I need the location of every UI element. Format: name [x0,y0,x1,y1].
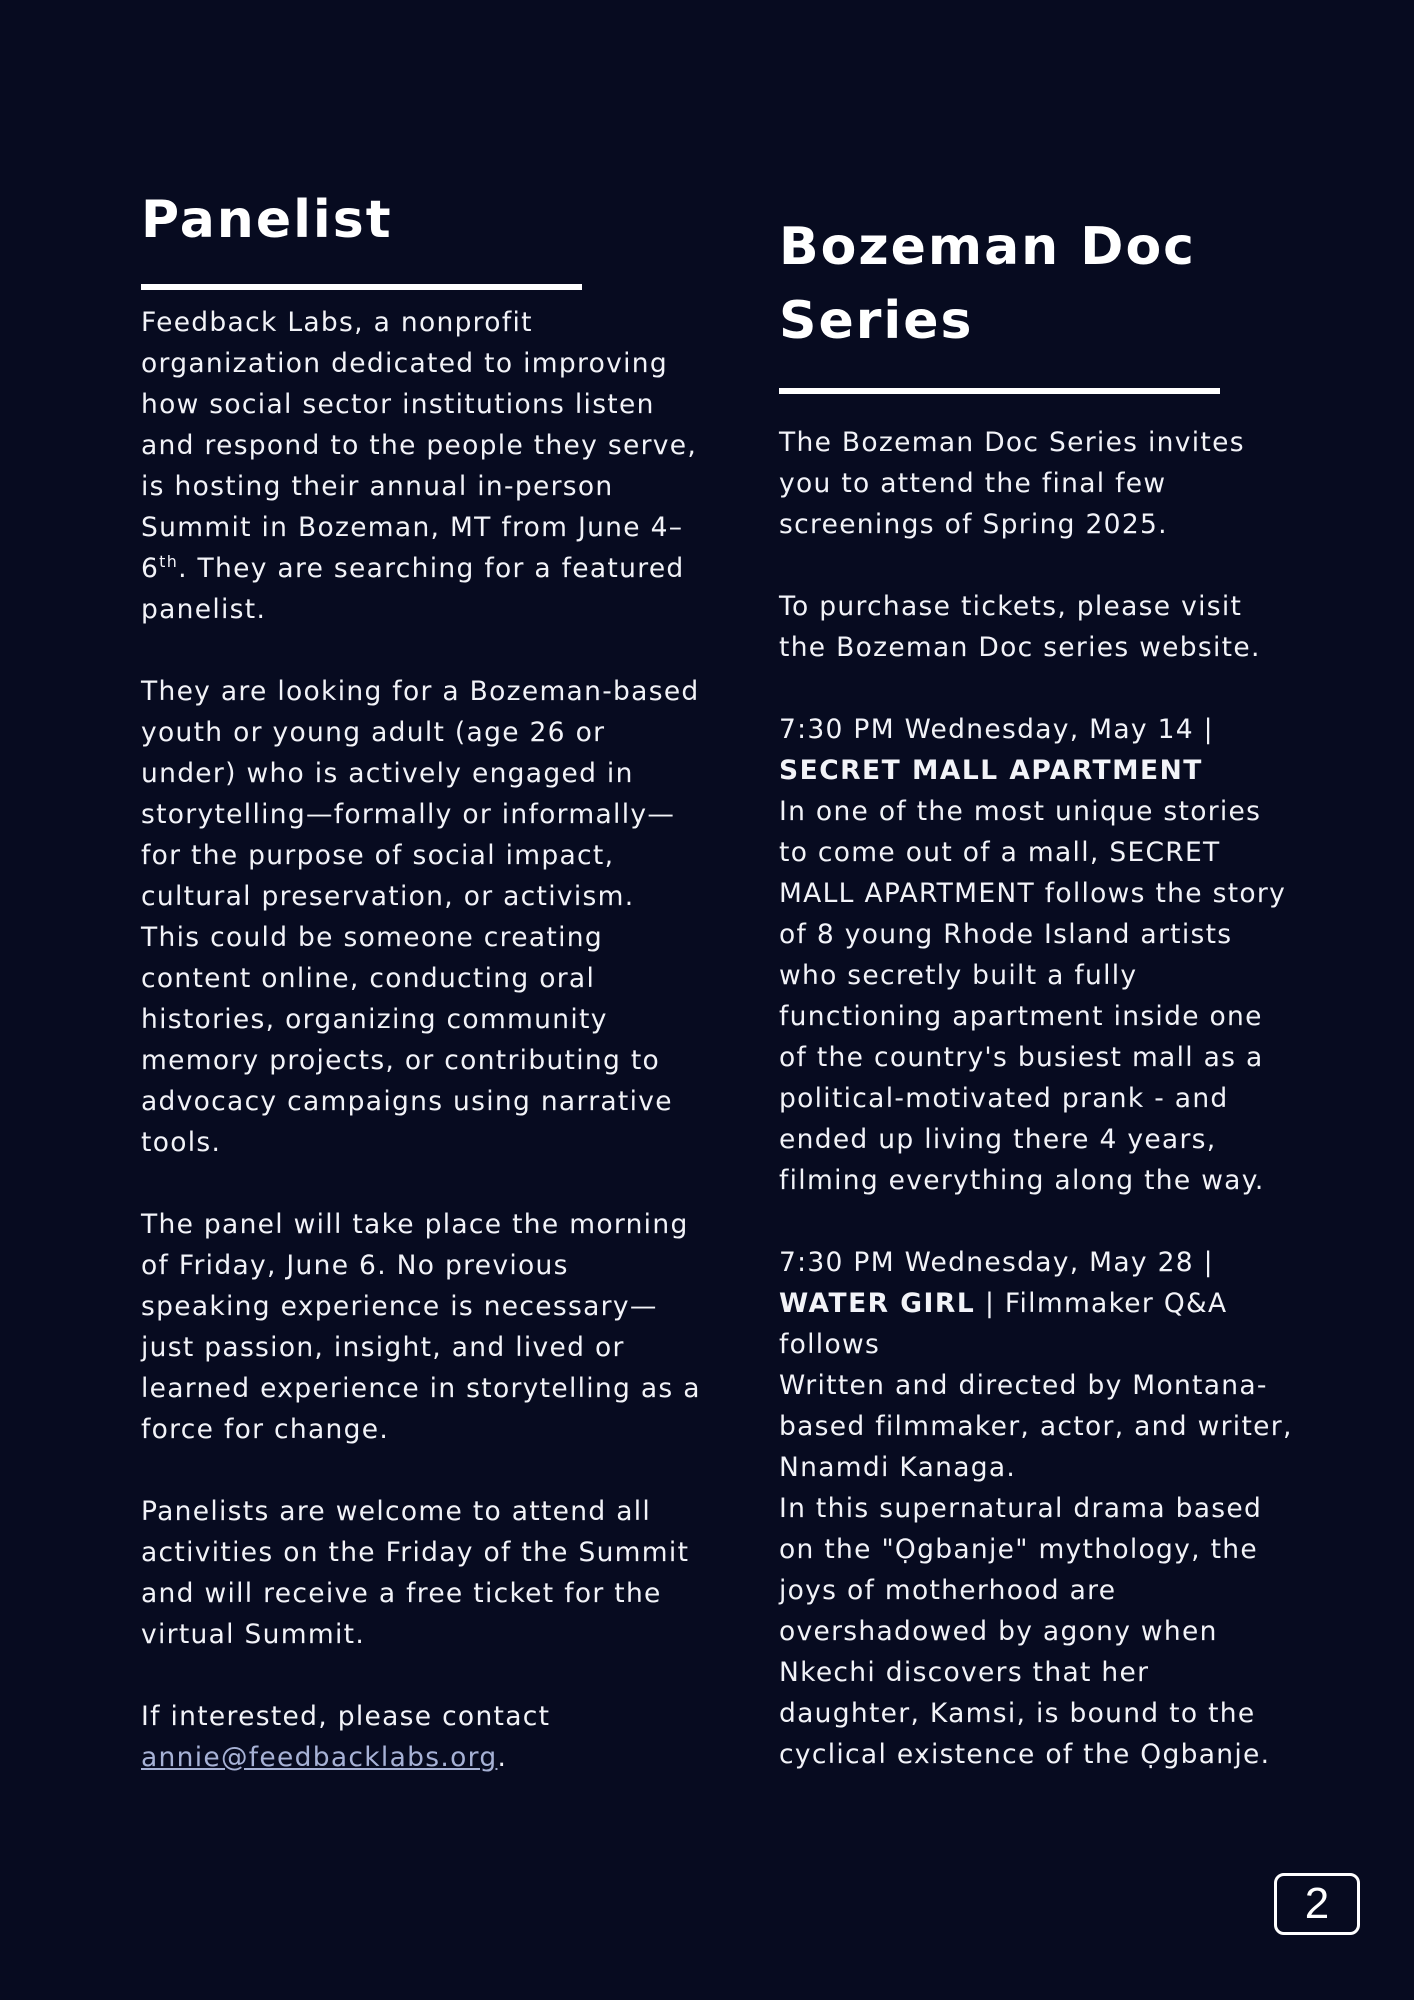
event1-title-text: SECRET MALL APARTMENT [779,755,1203,786]
contact-period: . [497,1742,508,1773]
doc-series-intro: The Bozeman Doc Series invites you to attend the final few screenings of Spring 2025. [779,427,1245,540]
panelist-body [141,302,701,1778]
event2-title [779,1283,1299,1365]
event2-credit: Written and directed by Montana-based filmmaker, actor, and writer, Nnamdi Kanaga. [779,1370,1293,1483]
panelist-divider [141,284,582,290]
panel-details-paragraph: The panel will take place the morning of Friday, June 6. No previous speaking experience is necessary—just passion, insight, and lived or learned experience in storytelling as a force for change. [141,1209,701,1445]
doc-series-divider [779,388,1220,394]
intro-text-end: . They are searching for a featured panelist. [141,553,685,625]
event2-description: In this supernatural drama based on the "Ọgbanje" mythology, the joys of motherhood are overshadowed by agony when Nkechi discovers that her daughter, Kamsi, is bound to the cyclical existence of the Ọgbanje. [779,1493,1271,1770]
contact-text: If interested, please contact [141,1701,551,1732]
event2-time: 7:30 PM Wednesday, May 28 | [779,1247,1214,1278]
event1-description: In one of the most unique stories to come out of a mall, SECRET MALL APARTMENT follows the story of 8 young Rhode Island artists who secretly built a fully functioning apartment inside one of the country's busiest mall as a political-motivated prank - and ended up living there 4 years, filming everything along the way. [779,796,1287,1196]
event1-title [779,750,1299,791]
date-superscript: th [159,552,179,572]
doc-series-body [779,422,1299,1775]
panelist-intro-paragraph [141,302,701,630]
doc-series-heading: Bozeman Doc Series [779,217,1197,351]
event1-time: 7:30 PM Wednesday, May 14 | [779,714,1214,745]
eligibility-paragraph: They are looking for a Bozeman-based youth or young adult (age 26 or under) who is actively engaged in storytelling—formally or informally—for the purpose of social impact, cultural preservation, or activism. This could be someone creating content online, conducting oral histories, organizing community memory projects, or contributing to advocacy campaigns using narrative tools. [141,676,700,1158]
intro-text: Feedback Labs, a nonprofit organization dedicated to improving how social sector institutions listen and respond to the people they serve, is hosting their annual in-person Summit in Bozeman, MT from June 4–6 [141,307,698,584]
event2-title-text: WATER GIRL [779,1288,976,1319]
contact-paragraph [141,1696,701,1778]
tickets-paragraph: To purchase tickets, please visit the Bozeman Doc series website. [779,591,1261,663]
contact-email-link[interactable]: annie@feedbacklabs.org [141,1742,498,1773]
panelist-heading: Panelist [141,190,393,250]
event2-qa-note: | Filmmaker Q&A follows [779,1288,1228,1360]
page-number: 2 [1274,1873,1360,1935]
benefits-paragraph: Panelists are welcome to attend all activities on the Friday of the Summit and will receive a free ticket for the virtual Summit. [141,1496,690,1650]
